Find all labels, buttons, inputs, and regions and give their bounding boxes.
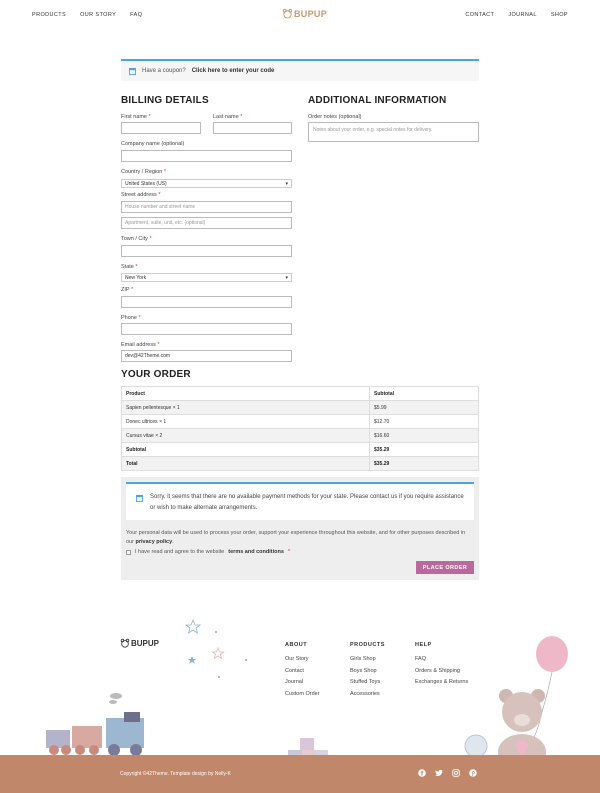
info-icon — [129, 68, 136, 75]
footer-link[interactable]: Our Story — [285, 656, 309, 662]
street-label: Street address * — [121, 192, 161, 198]
footer-link[interactable]: Contact — [285, 667, 304, 674]
terms-row: I have read and agree to the website terms and conditions * — [126, 549, 290, 555]
city-input[interactable] — [121, 245, 292, 257]
nav-journal[interactable]: JOURNAL — [508, 12, 537, 18]
phone-label: Phone * — [121, 315, 141, 321]
star-icon — [212, 648, 223, 658]
privacy-text: Your personal data will be used to process your order, support your experience throughout this website, and for other purposes described in our privacy policy. — [126, 530, 466, 545]
footer-col-products — [350, 642, 385, 703]
footer-link[interactable]: Journal — [285, 679, 304, 686]
instagram-icon[interactable] — [452, 769, 460, 777]
street2-input[interactable]: Apartment, suite, unit, etc. (optional) — [121, 217, 292, 229]
star-icon — [186, 620, 200, 633]
train-icon — [46, 693, 144, 756]
company-input[interactable] — [121, 150, 292, 162]
payment-box — [121, 477, 479, 580]
subtotal-label: Subtotal — [122, 443, 370, 457]
subtotal-row — [122, 443, 479, 457]
twitter-icon[interactable] — [435, 769, 443, 777]
first-name-input[interactable] — [121, 122, 201, 134]
notes-label: Order notes (optional) — [308, 114, 362, 120]
chevron-down-icon: ▾ — [285, 180, 288, 187]
nav-shop[interactable]: SHOP — [550, 12, 568, 18]
info-icon — [136, 495, 143, 502]
country-label: Country / Region * — [121, 169, 166, 175]
table-header-row — [122, 387, 479, 401]
zip-input[interactable] — [121, 296, 292, 308]
company-label: Company name (optional) — [121, 141, 185, 147]
total-value: $35.29 — [370, 457, 479, 471]
footer-col-about — [285, 642, 320, 703]
privacy-policy-link[interactable]: privacy policy — [135, 539, 173, 545]
dot-icon — [218, 676, 220, 678]
social-links — [418, 769, 477, 777]
table-row — [122, 415, 479, 429]
last-name-label: Last name * — [213, 114, 243, 120]
order-title: YOUR ORDER — [121, 369, 191, 380]
first-name-label: First name * — [121, 114, 151, 120]
nav-faq[interactable]: FAQ — [130, 12, 143, 18]
footer-col-title: PRODUCTS — [350, 642, 385, 648]
phone-input[interactable] — [121, 323, 292, 335]
footer-col-title: ABOUT — [285, 642, 308, 648]
nav-our-story[interactable]: OUR STORY — [80, 12, 117, 18]
total-row — [122, 457, 479, 471]
bear-logo-icon — [120, 638, 130, 648]
last-name-input[interactable] — [213, 122, 292, 134]
street-input[interactable]: House number and street name — [121, 201, 292, 213]
zip-label: ZIP * — [121, 287, 134, 293]
state-select[interactable] — [121, 273, 292, 282]
footer-link[interactable]: Custom Order — [285, 691, 320, 698]
table-row — [122, 401, 479, 415]
col-product: Product — [122, 387, 370, 401]
state-value: New York — [125, 274, 147, 281]
dot-icon — [215, 631, 217, 633]
product-name: Sapien pellentesque — [126, 404, 172, 411]
star-icon — [188, 656, 197, 664]
chevron-down-icon: ▾ — [285, 274, 288, 281]
product-price: $5.99 — [370, 401, 479, 415]
product-qty: × 1 — [172, 404, 180, 411]
email-label: Email address * — [121, 342, 160, 348]
site-logo[interactable] — [282, 8, 327, 19]
footer-link[interactable]: Stuffed Toys — [350, 679, 381, 686]
nav-products[interactable]: PRODUCTS — [32, 12, 67, 18]
product-name: Cursus vitae — [126, 432, 154, 439]
nav-right — [465, 12, 568, 18]
nav-contact[interactable]: CONTACT — [465, 12, 495, 18]
product-qty: × 1 — [159, 418, 167, 425]
total-label: Total — [122, 457, 370, 471]
footer-link[interactable]: Orders & Shipping — [415, 667, 460, 674]
terms-text: I have read and agree to the website — [135, 549, 225, 555]
product-name: Donec ultrices — [126, 418, 158, 425]
place-order-button[interactable]: PLACE ORDER — [416, 561, 474, 574]
footer-col-help — [415, 642, 468, 691]
terms-link[interactable]: terms and conditions — [228, 549, 284, 555]
payment-notice — [126, 482, 474, 520]
product-price: $12.70 — [370, 415, 479, 429]
subtotal-value: $35.29 — [370, 443, 479, 457]
col-subtotal: Subtotal — [370, 387, 479, 401]
pinterest-icon[interactable] — [469, 769, 477, 777]
country-select[interactable] — [121, 179, 292, 188]
coupon-notice — [121, 59, 479, 81]
country-value: United States (US) — [125, 180, 167, 187]
bear-logo-icon — [282, 8, 293, 19]
logo-text: BUPUP — [294, 8, 328, 19]
footer-bottom-bar — [0, 755, 600, 793]
dot-icon — [245, 659, 247, 661]
coupon-text: Have a coupon? — [142, 68, 186, 74]
facebook-icon[interactable] — [418, 769, 426, 777]
email-input[interactable]: dev@42Theme.com — [121, 350, 292, 362]
footer-col-title: HELP — [415, 642, 432, 648]
billing-title: BILLING DETAILS — [121, 95, 209, 106]
order-table — [121, 386, 479, 471]
product-price: $16.60 — [370, 429, 479, 443]
footer-link[interactable]: Girls Shop — [350, 656, 376, 662]
state-label: State * — [121, 264, 138, 270]
footer-link[interactable]: Accessories — [350, 691, 380, 698]
terms-checkbox[interactable] — [126, 550, 131, 555]
site-header — [0, 0, 600, 32]
footer-logo[interactable] — [120, 638, 159, 648]
nav-left — [32, 12, 142, 18]
footer-link[interactable]: FAQ — [415, 656, 427, 662]
city-label: Town / City * — [121, 236, 152, 242]
footer-link[interactable]: Exchanges & Returns — [415, 679, 469, 686]
footer-logo-text: BUPUP — [131, 638, 160, 648]
table-row — [122, 429, 479, 443]
product-qty: × 2 — [155, 432, 163, 439]
footer-link[interactable]: Boys Shop — [350, 667, 377, 674]
copyright-text: Copyright ©42Theme. Template design by Nelly-K — [120, 771, 231, 777]
ball-icon — [465, 735, 487, 757]
coupon-link[interactable]: Click here to enter your code — [191, 68, 275, 74]
payment-notice-text: Sorry, it seems that there are no available payment methods for your state. Please contact us if you require assistance or wish to make alternate arrangements. — [150, 494, 464, 511]
additional-title: ADDITIONAL INFORMATION — [308, 95, 447, 106]
order-notes-textarea[interactable]: Notes about your order, e.g. special notes for delivery. — [308, 122, 479, 142]
